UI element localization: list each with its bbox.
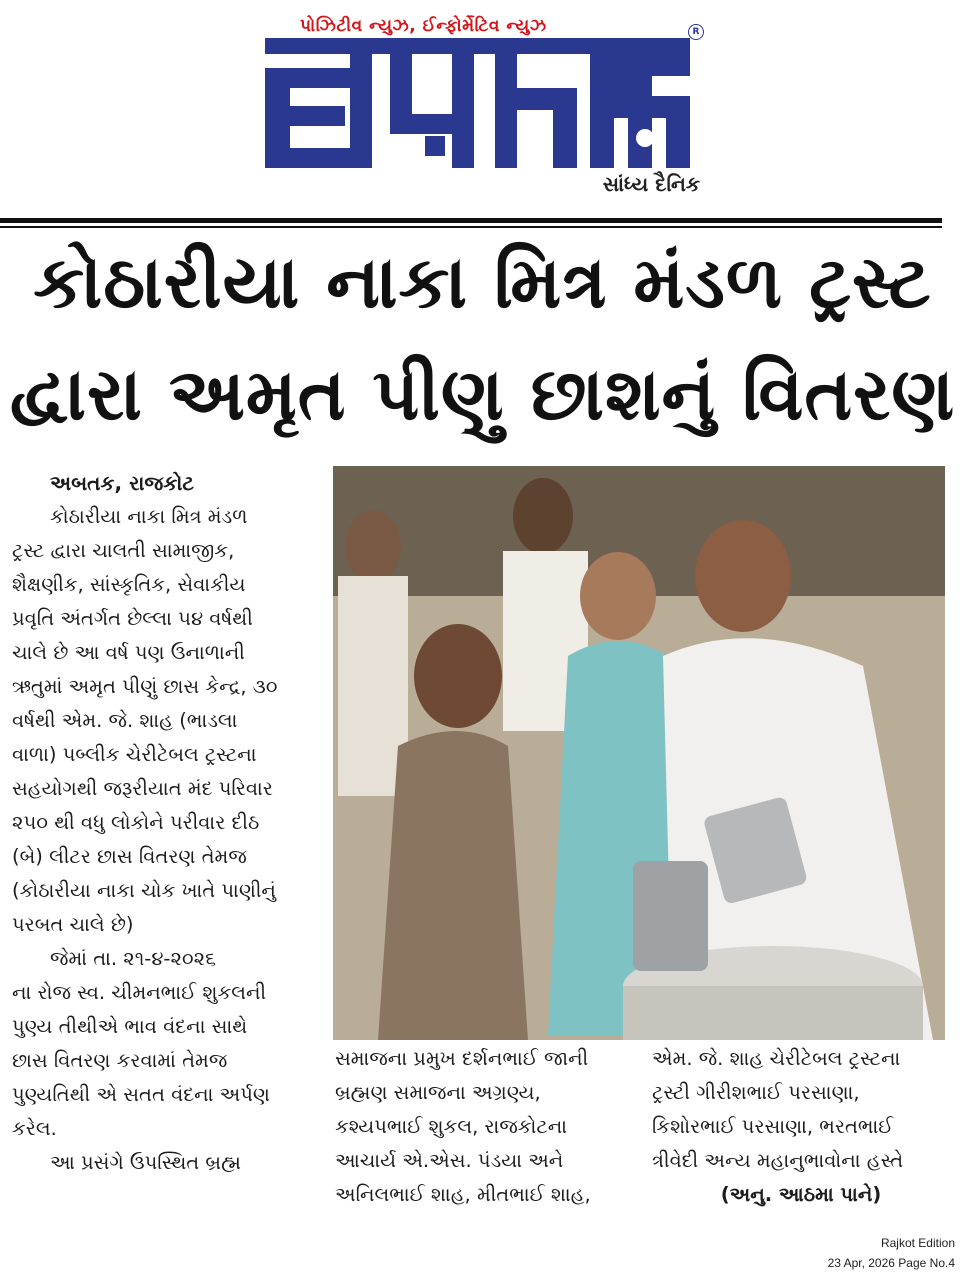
registered-mark: R — [688, 24, 704, 40]
continued-tag: (અનુ. આઠમા પાને) — [720, 1183, 882, 1206]
col1-line: પુણ્યતિથી એ સતત વંદના અર્પણ — [12, 1083, 270, 1106]
col1-line: વર્ષથી એમ. જે. શાહ (ભાડલા — [12, 709, 238, 732]
article-column-3 — [652, 1042, 950, 1212]
col1-line: ૨૫૦ થી વધુ લોકોને પરીવાર દીઠ — [12, 811, 260, 834]
col1-line: પ્રવૃતિ અંતર્ગત છેલ્લા ૫૪ વર્ષથી — [12, 607, 253, 630]
article-dateline: અબતક, રાજકોટ — [50, 471, 195, 495]
masthead — [0, 0, 965, 215]
col1-line: ઋતુમાં અમૃત પીણું છાસ કેન્દ્ર, ૩૦ — [12, 675, 278, 698]
headline-line-1: કોઠારીયા નાકા મિત્ર મંડળ ટ્રસ્ટ — [33, 240, 932, 324]
newspaper-logo — [255, 28, 705, 168]
col1-line: શૈક્ષણીક, સાંસ્કૃતિક, સેવાકીય — [12, 573, 246, 596]
col1-line: (કોઠારીયા નાકા ચોક ખાતે પાણીનું — [12, 879, 276, 902]
headline-line-2: દ્વારા અમૃત પીણુ છાશનું વિતરણ — [9, 352, 956, 436]
col1-line: આ પ્રસંગે ઉપસ્થિત બ્રહ્મ — [50, 1151, 241, 1174]
col1-line: કરેલ. — [12, 1117, 57, 1140]
masthead-rule-thick — [0, 218, 942, 223]
col2-line: કશ્યપભાઈ શુકલ, રાજકોટના — [335, 1115, 568, 1138]
col3-line: ટ્રસ્ટી ગીરીશભાઈ પરસાણા, — [652, 1081, 860, 1104]
col1-line: છાસ વિતરણ કરવામાં તેમજ — [12, 1049, 228, 1072]
article-photo — [333, 466, 945, 1040]
col2-line: બ્રહ્મણ સમાજના અગ્રણ્ય, — [335, 1081, 541, 1104]
col1-line: (બે) લીટર છાસ વિતરણ તેમજ — [12, 845, 247, 868]
col1-line: વાળા) પબ્લીક ચેરીટેબલ ટ્રસ્ટના — [12, 743, 257, 766]
masthead-rule-thin — [0, 226, 942, 228]
col3-line: કિશોરભાઈ પરસાણા, ભરતભાઈ — [652, 1115, 894, 1138]
footer-date-page: 23 Apr, 2026 Page No.4 — [827, 1256, 955, 1270]
col1-line: પરબત ચાલે છે) — [12, 913, 134, 936]
col3-line: ત્રીવેદી અન્ય મહાનુભાવોના હસ્તે — [652, 1149, 904, 1172]
masthead-tagline: પોઝિટીવ ન્યુઝ, ઈન્ફોર્મેટિવ ન્યુઝ — [300, 16, 547, 36]
col2-line: સમાજના પ્રમુખ દર્શનભાઈ જાની — [335, 1047, 589, 1070]
col1-line: કોઠારીયા નાકા મિત્ર મંડળ — [50, 505, 248, 528]
col3-line: એમ. જે. શાહ ચેરીટેબલ ટ્રસ્ટના — [652, 1047, 901, 1070]
masthead-subtitle: સાંધ્ય દૈનિક — [602, 172, 700, 196]
col1-line: ટ્રસ્ટ દ્વારા ચાલતી સામાજીક, — [12, 539, 235, 562]
col2-line: આચાર્ય એ.એસ. પંડયા અને — [335, 1149, 564, 1172]
col1-line: ચાલે છે આ વર્ષ પણ ઉનાળાની — [12, 641, 245, 664]
col1-line: જેમાં તા. ૨૧-૪-૨૦૨૬ — [50, 947, 217, 970]
col2-line: અનિલભાઈ શાહ, મીતભાઈ શાહ, — [335, 1183, 591, 1206]
col1-line: પુણ્ય તીથીએ ભાવ વંદના સાથે — [12, 1015, 248, 1038]
col1-line: સહયોગથી જરૂરીયાત મંદ પરિવાર — [12, 777, 273, 800]
footer-edition: Rajkot Edition — [880, 1236, 955, 1250]
article-column-1 — [12, 466, 302, 1180]
col1-line: ના રોજ સ્વ. ચીમનભાઈ શુકલની — [12, 981, 267, 1004]
article-column-2 — [335, 1042, 633, 1212]
